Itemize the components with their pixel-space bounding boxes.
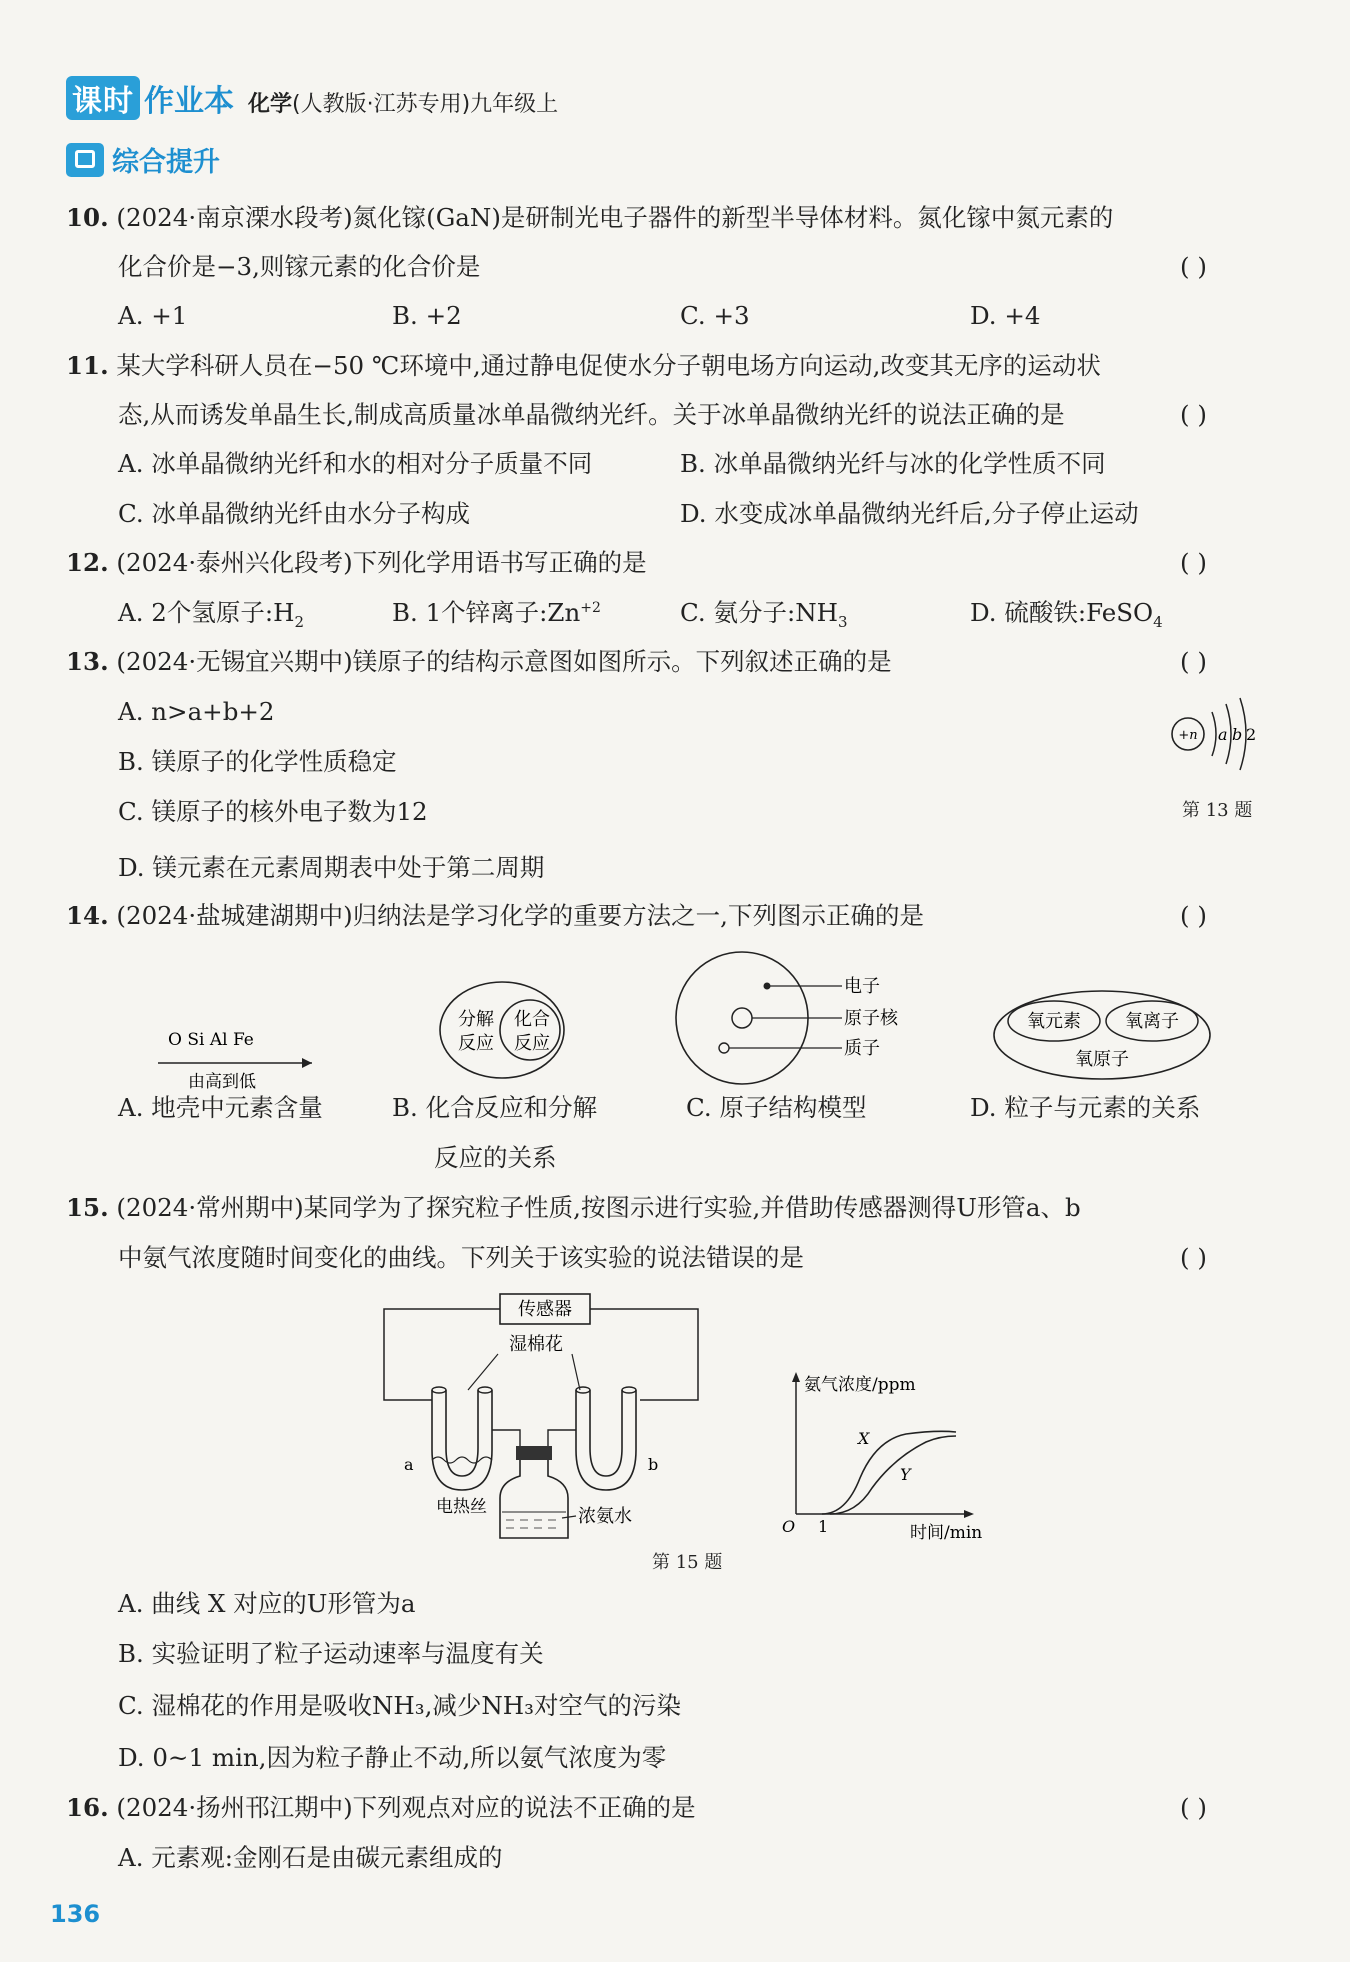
q12-number: 12. [66,548,109,577]
svg-text:反应: 反应 [514,1033,550,1054]
brand-title: 作业本 [144,84,234,119]
q13-option-b[interactable]: B. 镁原子的化学性质稳定 [118,747,397,776]
q12-answer-blank[interactable]: ( ) [1180,548,1207,577]
q12-stem: (2024·泰州兴化段考)下列化学用语书写正确的是 [116,548,647,577]
page-header [66,76,558,120]
curve-x [822,1431,956,1514]
svg-text:化合: 化合 [514,1009,550,1030]
ammonia-label: 浓氨水 [578,1506,632,1527]
q14-stem: (2024·盐城建湖期中)归纳法是学习化学的重要方法之一,下列图示正确的是 [116,901,924,930]
q11-number: 11. [66,351,109,380]
q14-option-c[interactable]: C. 原子结构模型 [686,1093,867,1122]
q13-option-c[interactable]: C. 镁原子的核外电子数为12 [118,797,428,826]
q15-line2: 中氨气浓度随时间变化的曲线。下列关于该实验的说法错误的是 [118,1243,804,1272]
q11-line2: 态,从而诱发单晶生长,制成高质量冰单晶微纳光纤。关于冰单晶微纳光纤的说法正确的是 [118,400,1065,429]
graph-ylabel: 氨气浓度/ppm [804,1375,916,1395]
q12-option-d[interactable]: D. 硫酸铁:FeSO$_4$ [970,598,1163,631]
section-title: 综合提升 [112,147,220,178]
q10-option-b[interactable]: B. +2 [392,301,462,330]
q16-stem: (2024·扬州邗江期中)下列观点对应的说法不正确的是 [116,1793,696,1822]
q11-option-a[interactable]: A. 冰单晶微纳光纤和水的相对分子质量不同 [118,449,593,478]
q14-figure-d [988,985,1218,1085]
shell-2-label: 2 [1246,725,1257,744]
shell-b-label: b [1232,725,1243,744]
curve-x-label: X [858,1429,870,1448]
atom-label: 氧原子 [1075,1049,1129,1070]
section-heading [66,140,220,179]
q11-option-b[interactable]: B. 冰单晶微纳光纤与冰的化学性质不同 [680,449,1106,478]
brand-logo: 课时 [66,76,140,120]
curve-y [830,1436,956,1514]
q13-line1 [66,647,892,676]
q10-option-d[interactable]: D. +4 [970,301,1041,330]
q15-option-a[interactable]: A. 曲线 X 对应的U形管为a [118,1589,416,1618]
shell-a-label: a [1218,725,1228,744]
q15-number: 15. [66,1193,109,1222]
q14-option-a[interactable]: A. 地壳中元素含量 [118,1093,323,1122]
page-number: 136 [50,1900,101,1928]
proton-label: 质子 [844,1038,880,1059]
q12-line1 [66,548,647,577]
curve-y-label: Y [900,1465,911,1484]
q14-option-d[interactable]: D. 粒子与元素的关系 [970,1093,1201,1122]
q16-number: 16. [66,1793,109,1822]
q10-option-a[interactable]: A. +1 [118,301,188,330]
order-label: 由高到低 [188,1072,256,1092]
sensor-label: 传感器 [518,1299,572,1320]
q16-option-a[interactable]: A. 元素观:金刚石是由碳元素组成的 [118,1843,503,1872]
q15-answer-blank[interactable]: ( ) [1180,1243,1207,1272]
q15-option-b[interactable]: B. 实验证明了粒子运动速率与温度有关 [118,1639,544,1668]
q15-stem: (2024·常州期中)某同学为了探究粒子性质,按图示进行实验,并借助传感器测得U形管a、b [116,1193,1081,1222]
q10-answer-blank[interactable]: ( ) [1180,252,1207,281]
q13-number: 13. [66,647,109,676]
graph-origin: O [782,1517,796,1536]
heater-label: 电热丝 [436,1497,487,1517]
q13-answer-blank[interactable]: ( ) [1180,647,1207,676]
q15-apparatus [380,1290,720,1550]
q14-figure-b [430,975,590,1085]
electron-label: 电子 [844,976,880,997]
q15-option-d[interactable]: D. 0~1 min,因为粒子静止不动,所以氨气浓度为零 [118,1743,667,1772]
q16-line1 [66,1793,696,1822]
q13-atom-diagram [1160,690,1270,790]
q14-answer-blank[interactable]: ( ) [1180,901,1207,930]
ion-label: 氧离子 [1125,1011,1179,1032]
q12-option-c[interactable]: C. 氨分子$:NH_3$ [680,598,848,631]
section-icon [66,143,104,177]
q11-option-c[interactable]: C. 冰单晶微纳光纤由水分子构成 [118,499,470,528]
q15-line1 [66,1193,1081,1222]
q10-line2: 化合价是−3,则镓元素的化合价是 [118,252,481,281]
svg-text:反应: 反应 [458,1033,494,1054]
element-label: 氧元素 [1027,1011,1081,1032]
q14-option-b[interactable]: B. 化合反应和分解 [392,1093,598,1122]
tube-b-label: b [648,1455,659,1474]
q14-figure-c [672,950,922,1090]
q14-option-b-cont: 反应的关系 [434,1143,557,1172]
tube-a-label: a [404,1455,414,1474]
svg-text:分解: 分解 [458,1009,494,1030]
q12-option-b[interactable]: B. 1个锌离子$:Zn^{+2}$ [392,598,601,628]
q13-stem: (2024·无锡宜兴期中)镁原子的结构示意图如图所示。下列叙述正确的是 [116,647,892,676]
q10-line1 [66,203,1114,232]
q13-option-a[interactable]: A. n>a+b+2 [118,697,275,726]
q10-option-c[interactable]: C. +3 [680,301,750,330]
q14-figure-a [150,1025,330,1095]
q16-answer-blank[interactable]: ( ) [1180,1793,1207,1822]
q12-option-a[interactable]: A. 2个氢原子$:H_2$ [118,598,305,631]
q14-number: 14. [66,901,109,930]
q10-number: 10. [66,203,109,232]
edition-label: (人教版·江苏专用)九年级上 [292,92,559,117]
element-order-text: O Si Al Fe [168,1030,254,1050]
q13-caption: 第 13 题 [1182,800,1253,821]
q10-stem: (2024·南京溧水段考)氮化镓(GaN)是研制光电子器件的新型半导体材料。氮化镓中氮元素的 [116,203,1114,232]
q11-option-d[interactable]: D. 水变成冰单晶微纳光纤后,分子停止运动 [680,499,1139,528]
q11-line1 [66,351,1101,380]
graph-tick-1: 1 [818,1517,829,1536]
q13-option-d[interactable]: D. 镁元素在元素周期表中处于第二周期 [118,853,545,882]
q11-answer-blank[interactable]: ( ) [1180,400,1207,429]
subject-label: 化学 [248,92,293,117]
nucleus-label: +n [1178,728,1198,743]
q15-concentration-graph [776,1368,1006,1544]
q15-option-c[interactable]: C. 湿棉花的作用是吸收NH₃,减少NH₃对空气的污染 [118,1691,681,1720]
q15-caption: 第 15 题 [652,1552,723,1573]
q11-stem: 某大学科研人员在−50 ℃环境中,通过静电促使水分子朝电场方向运动,改变其无序的运动状 [116,351,1101,380]
q14-line1 [66,901,924,930]
cotton-label: 湿棉花 [509,1334,563,1355]
graph-xlabel: 时间/min [910,1523,983,1543]
nucleus-label: 原子核 [844,1008,898,1029]
